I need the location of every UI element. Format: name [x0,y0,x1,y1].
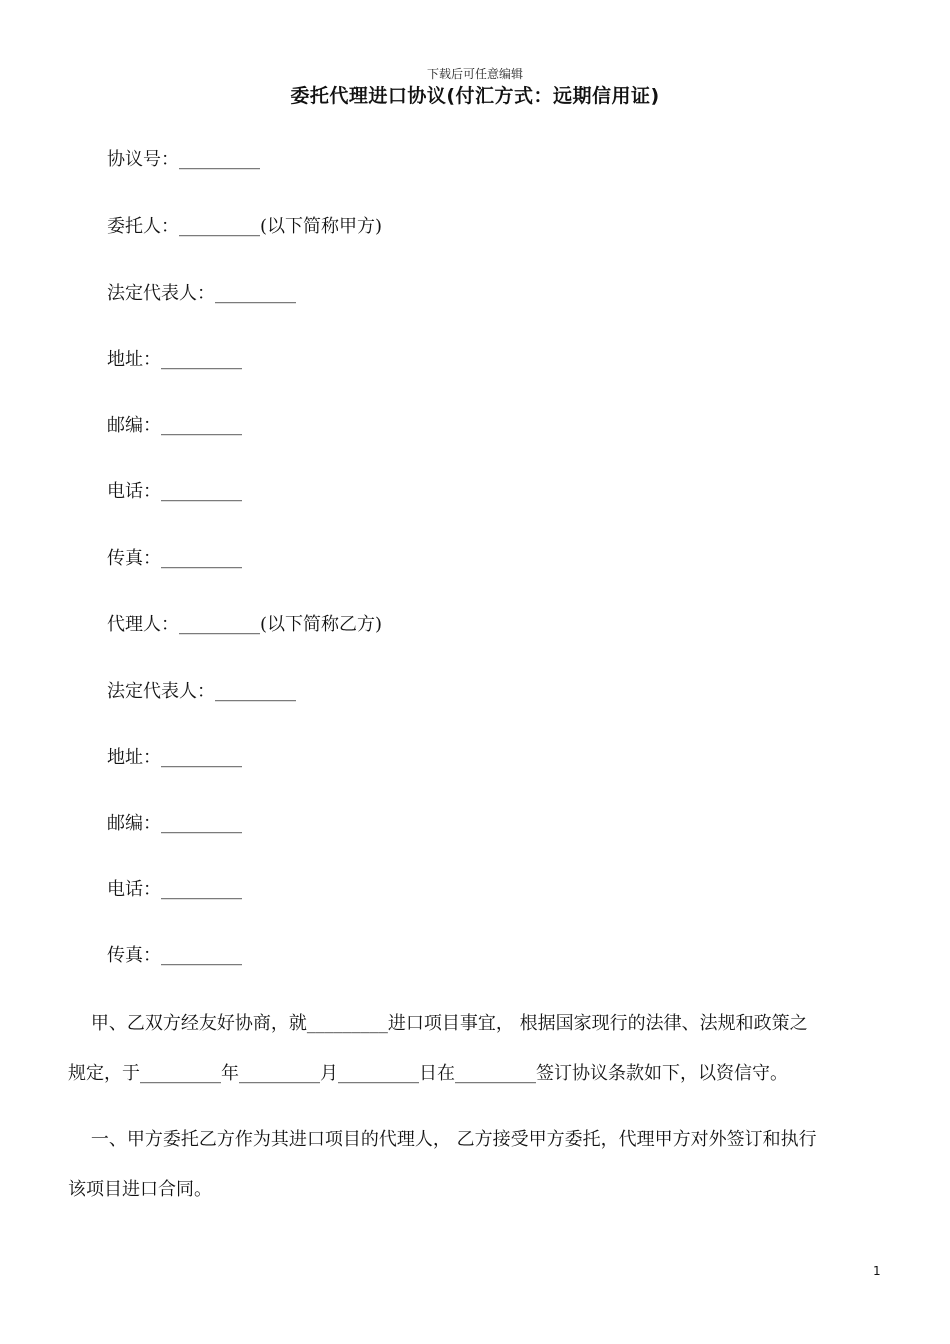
document-title: 委托代理进口协议(付汇方式：远期信用证) [290,85,660,107]
agent-address-field: 地址：_________ [107,747,242,768]
clause-1-line-1: 一、甲方委托乙方作为其进口项目的代理人， 乙方接受甲方委托，代理甲方对外签订和执行 [68,1129,817,1150]
clause-1-line-2: 该项目进口合同。 [68,1179,212,1200]
header-note: 下载后可任意编辑 [426,67,523,81]
principal-phone-field: 电话：_________ [107,481,242,502]
agent-field: 代理人：_________(以下简称乙方) [107,614,383,635]
agent-phone-field: 电话：_________ [107,879,242,900]
principal-legal-rep-field: 法定代表人：_________ [107,283,296,304]
principal-address-field: 地址：_________ [107,349,242,370]
principal-postcode-field: 邮编：_________ [107,415,242,436]
principal-fax-field: 传真：_________ [107,548,242,569]
principal-field: 委托人：_________(以下简称甲方) [107,216,383,237]
agreement-number-field: 协议号：_________ [107,149,260,170]
page-number: 1 [873,1264,881,1278]
paragraph-intro-line-1: 甲、乙双方经友好协商，就_________进口项目事宜， 根据国家现行的法律、法规和政策之 [68,1013,808,1034]
agent-fax-field: 传真：_________ [107,945,242,966]
paragraph-intro-line-2: 规定，于_________年_________月_________日在_________签订协议条款如下，以资信守。 [68,1063,788,1084]
agent-postcode-field: 邮编：_________ [107,813,242,834]
agent-legal-rep-field: 法定代表人：_________ [107,681,296,702]
